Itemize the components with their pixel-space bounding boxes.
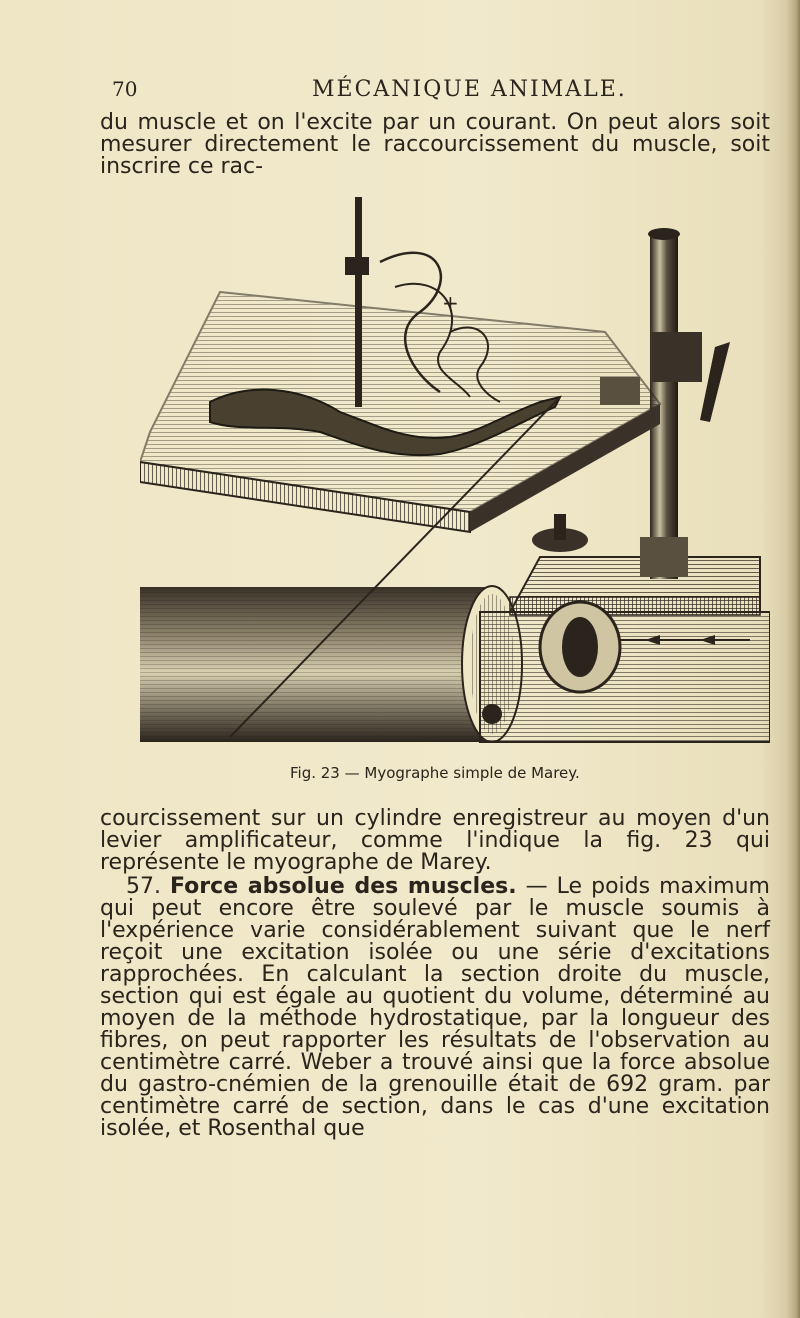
section-number: 57. <box>126 874 161 899</box>
paragraph-1: du muscle et on l'excite par un courant. On peut alors soit mesurer directement le raccourcissement du muscle, soit inscrire ce rac- <box>100 110 770 179</box>
base-block <box>480 612 770 742</box>
plus-label: + <box>442 291 459 315</box>
page-number: 70 <box>112 77 138 101</box>
clamp-rod <box>355 197 362 407</box>
figure-caption: Fig. 23 — Myographe simple de Marey. <box>290 764 580 782</box>
paragraph-2: courcissement sur un cylindre enregistreur au moyen d'un levier amplificateur, comme l'indique la fig. 23 qui représente le myographe de Marey. <box>100 806 770 875</box>
section-title: Force absolue des muscles. <box>170 874 517 899</box>
paragraph-3 <box>100 876 770 1140</box>
page-edge <box>786 0 800 1318</box>
section-body: — Le poids maximum qui peut encore être soulevé par le muscle soumis à l'expérience varie considérablement suivant que le nerf reçoit une excitation isolée ou une série d'excitations rapprochées. En calculant la section droite du muscle, section qui est égale au quotient du volume, déterminé au moyen de la méthode hydrostatique, par la longueur des fibres, on peut rapporter les résultats de l'observation au centimètre carré. Weber a trouvé ainsi que la force absolue du gastro-cnémien de la grenouille était de 692 gram. par centimètre carré de section, dans le cas d'une excitation isolée, et Rosenthal que <box>100 874 770 1141</box>
running-title: MÉCANIQUE ANIMALE. <box>312 77 627 102</box>
figure-myograph <box>140 192 770 747</box>
page-header <box>112 77 772 107</box>
myograph-illustration <box>140 192 770 747</box>
